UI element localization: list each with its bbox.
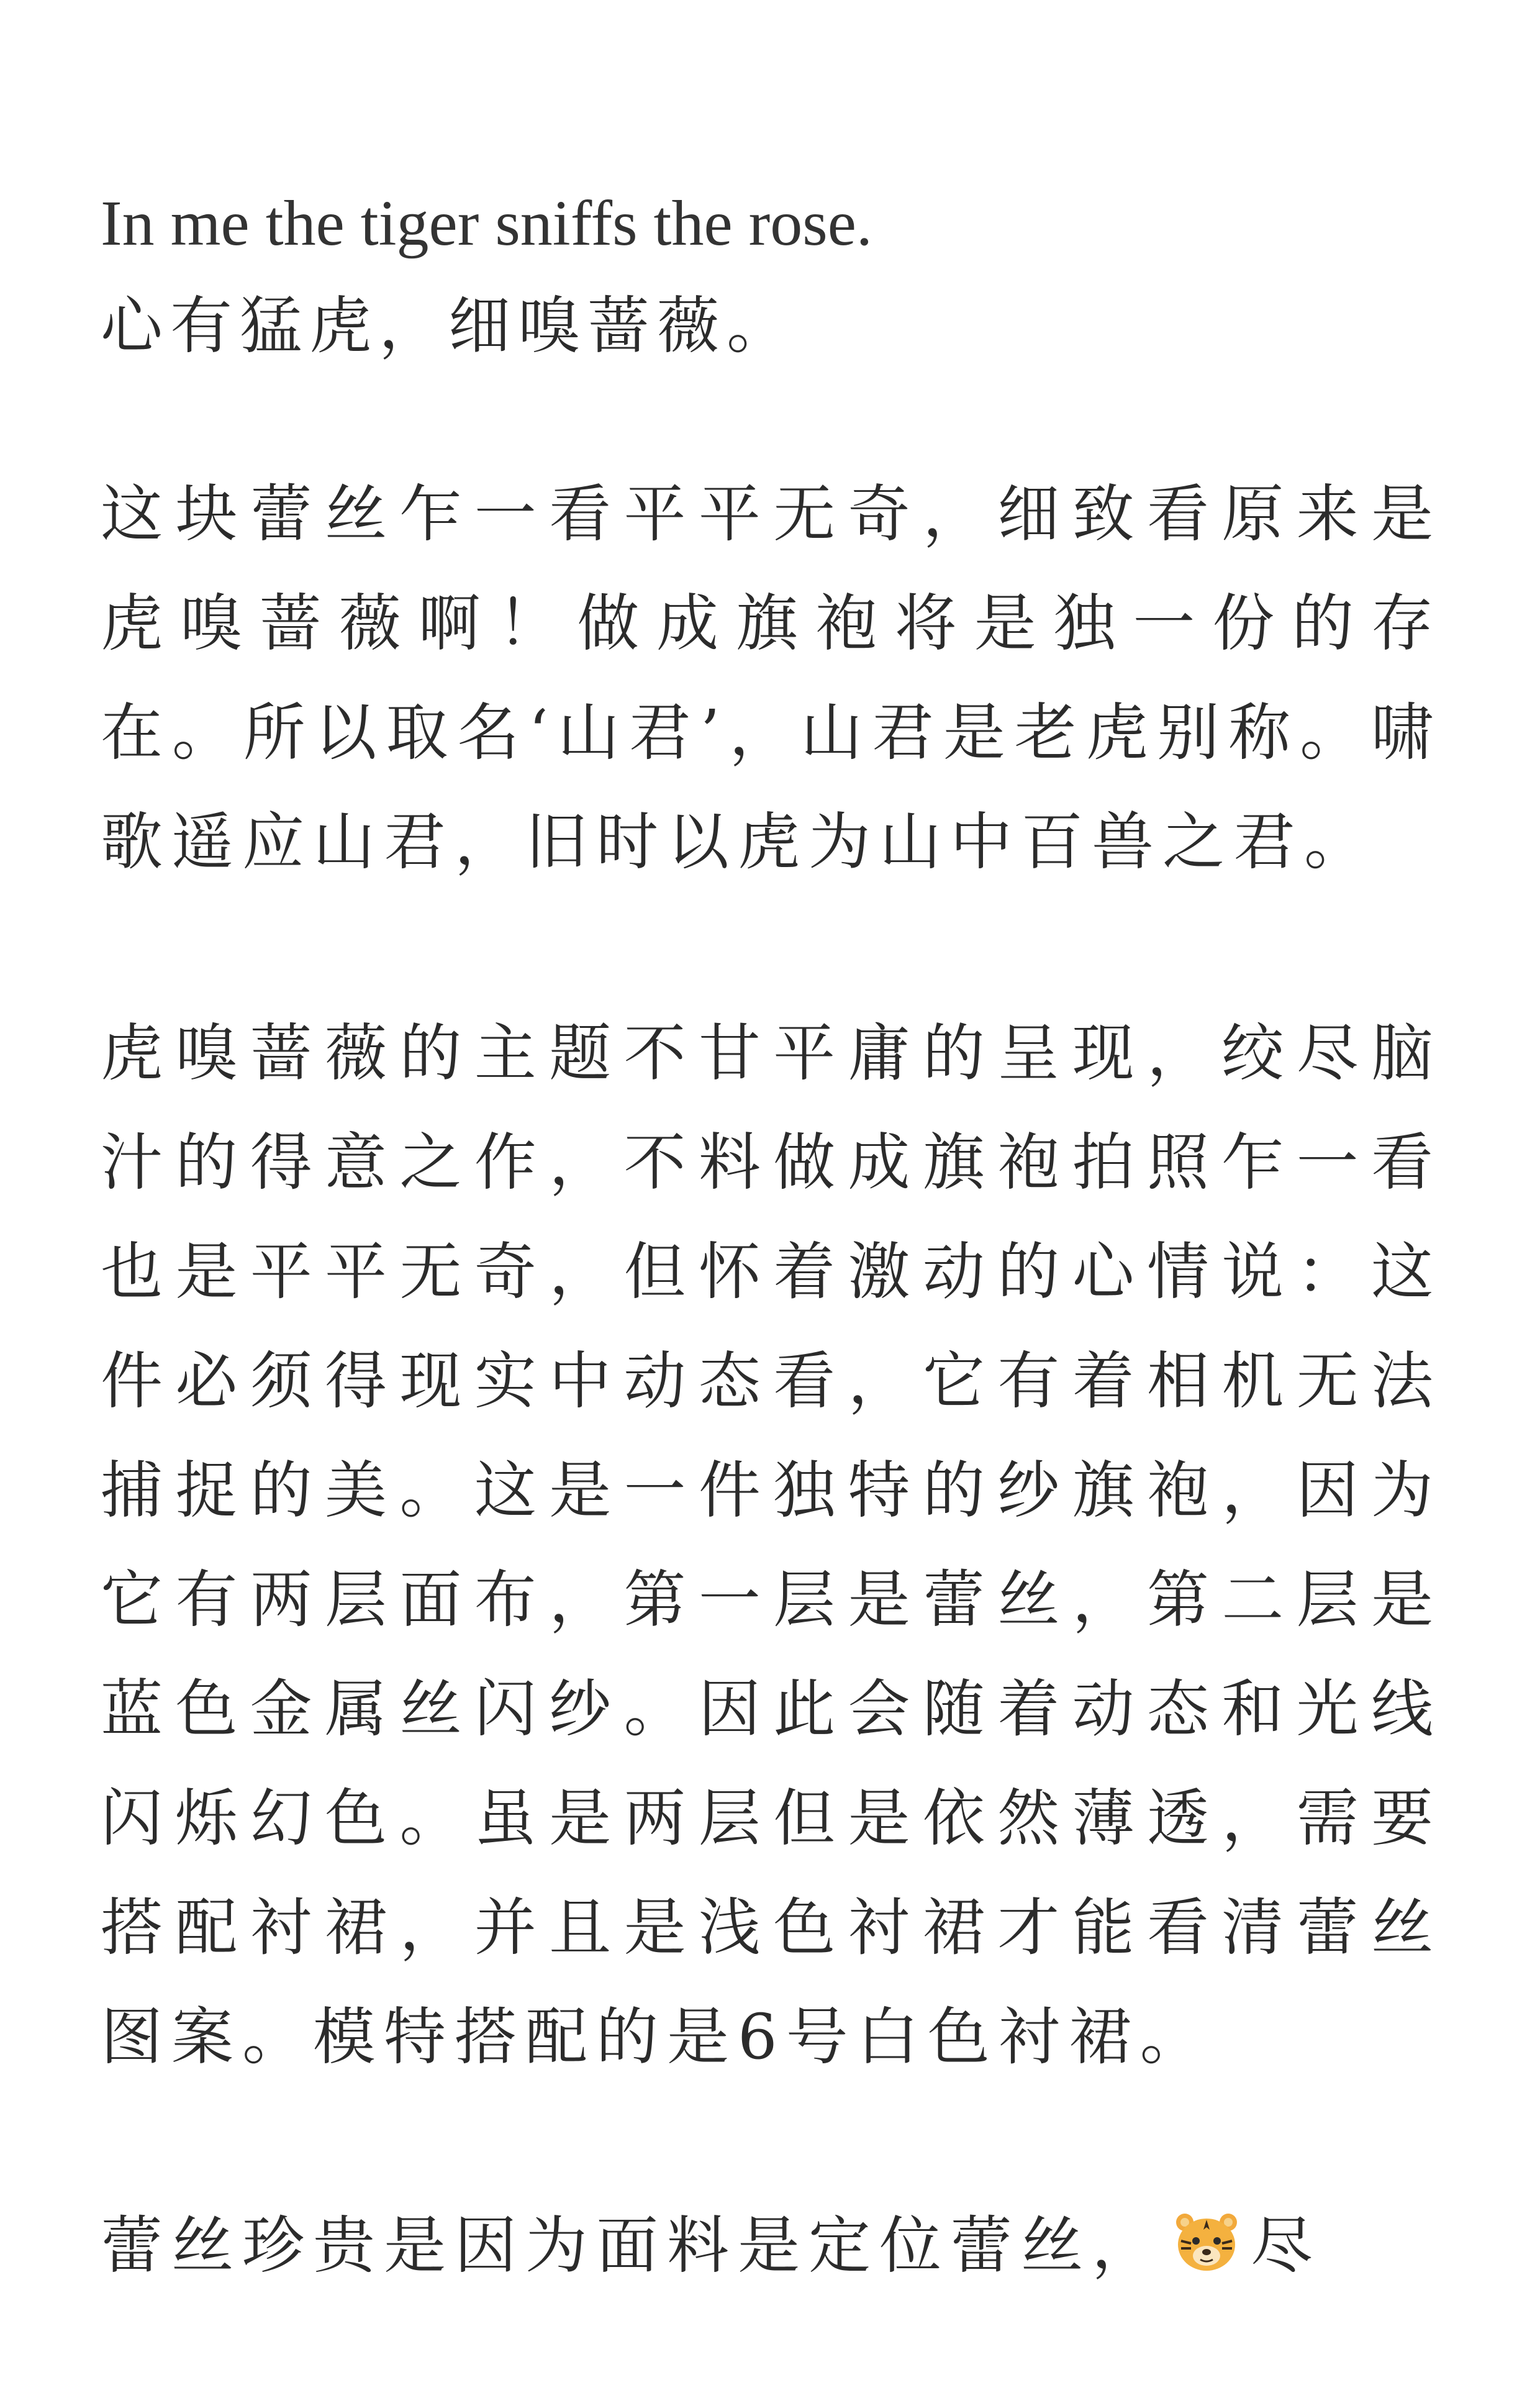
paragraph-name-origin: 这块蕾丝乍一看平平无奇，细致看原来是虎嗅蔷薇啊！做成旗袍将是独一份的存在。所以取名‘山君’，山君是老虎别称。啸歌遥应山君，旧时以虎为山中百兽之君。 [101, 478, 1442, 878]
english-quote: In me the tiger sniffs the rose. [101, 188, 872, 259]
chinese-quote: 心有猛虎，细嗅蔷薇。 [101, 289, 796, 362]
paragraph-lace-value-end: 尽 [1251, 2209, 1321, 2282]
article-body [101, 186, 1442, 2301]
tiger-face-icon [1172, 2197, 1241, 2260]
paragraph-lace-value-start: 蕾丝珍贵是因为面料是定位蕾丝， [101, 2209, 1162, 2282]
paragraph-lace-value [101, 2191, 1442, 2301]
paragraph-design-description: 虎嗅蔷薇的主题不甘平庸的呈现，绞尽脑汁的得意之作，不料做成旗袍拍照乍一看也是平平无奇，但怀着激动的心情说：这件必须得现实中动态看，它有着相机无法捕捉的美。这是一件独特的纱旗袍，因为它有两层面布，第一层是蕾丝，第二层是蓝色金属丝闪纱。因此会随着动态和光线闪烁幻色。虽是两层但是依然薄透，需要搭配衬裙，并且是浅色衬裙才能看清蕾丝图案。模特搭配的是6号白色衬裙。 [101, 1017, 1442, 2073]
